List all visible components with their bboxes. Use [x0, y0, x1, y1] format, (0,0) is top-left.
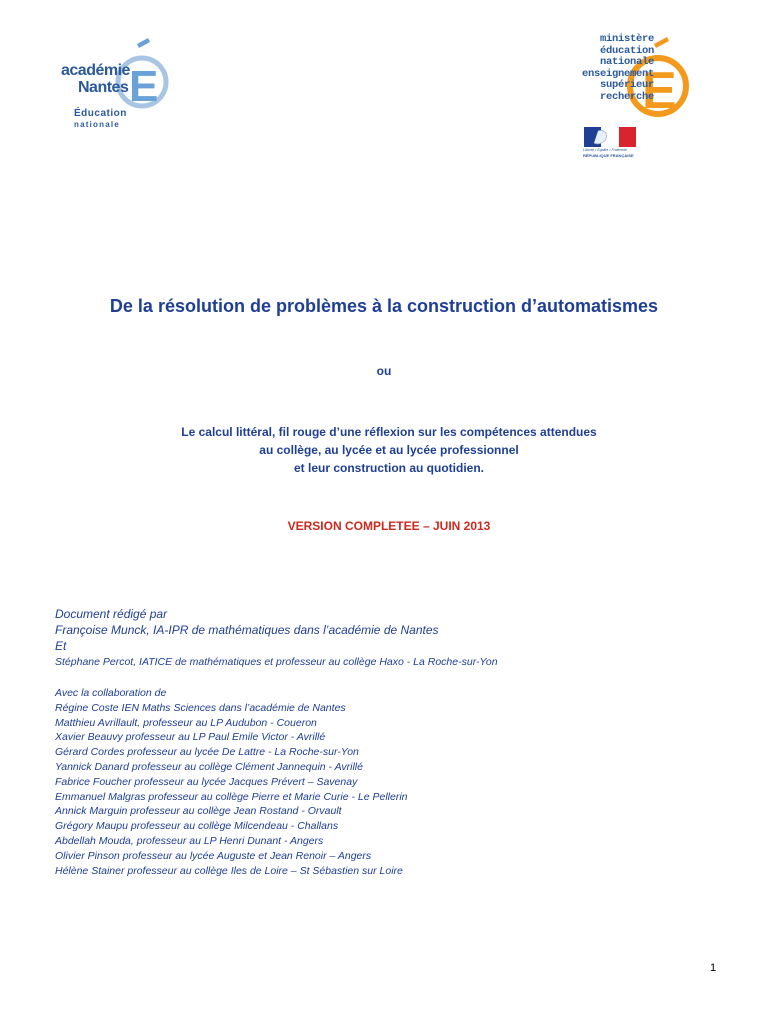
logo-left-line2: Nantes [78, 79, 129, 96]
french-republic-flag-icon [584, 127, 636, 147]
ministry-line-2: éducation [599, 44, 654, 57]
ministry-line-3: nationale [599, 56, 654, 68]
page-number: 1 [710, 962, 717, 974]
collaborator: Olivier Pinson professeur au lycée Auguste et Jean Renoir – Angers [55, 849, 372, 862]
authors-conjunction: Et [55, 639, 67, 653]
republic-motto: Liberté • Égalité • Fraternité [583, 148, 627, 152]
ministry-line-1: ministère [599, 33, 654, 45]
ministry-line-5: supérieur [599, 79, 654, 91]
collaborator: Abdellah Mouda, professeur au LP Henri Dunant - Angers [55, 834, 324, 847]
academie-nantes-logo [58, 38, 170, 130]
collaborator: Gérard Cordes professeur au lycée De Lattre - La Roche-sur-Yon [55, 746, 359, 759]
authors-block [55, 606, 735, 670]
collaboration-block [55, 686, 735, 878]
document-subtitle [0, 423, 768, 477]
version-label: VERSION COMPLETEE – JUIN 2013 [287, 519, 491, 533]
collaboration-intro: Avec la collaboration de [55, 687, 167, 699]
logo-left-line1: académie [61, 62, 130, 79]
collaborator: Régine Coste IEN Maths Sciences dans l’académie de Nantes [55, 701, 346, 714]
ministry-line-6: recherche [599, 90, 654, 103]
collaborator: Grégory Maupu professeur au collège Milcendeau - Challans [55, 820, 339, 833]
ministere-logo [570, 32, 690, 160]
svg-text:E: E [129, 62, 159, 111]
collaborator: Annick Marguin professeur au collège Jean Rostand - Orvault [55, 805, 342, 818]
author-1: Françoise Munck, IA-IPR de mathématiques dans l’académie de Nantes [55, 623, 439, 637]
document-title: De la résolution de problèmes à la construction d’automatismes [109, 296, 659, 316]
collaborator: Matthieu Avrillault, professeur au LP Audubon - Coueron [55, 716, 317, 729]
svg-text:E: E [642, 62, 677, 120]
collaborator: Yannick Danard professeur au collège Clément Jannequin - Avrillé [55, 760, 363, 773]
subtitle-line-2: au collège, au lycée et au lycée professionnel [259, 443, 519, 457]
republic-label: RÉPUBLIQUE FRANÇAISE [583, 153, 634, 158]
author-2: Stéphane Percot, IATICE de mathématiques et professeur au collège Haxo - La Roche-sur-Yon [55, 656, 498, 668]
ministry-line-4: enseignement [581, 67, 654, 80]
collaborator: Emmanuel Malgras professeur au collège Pierre et Marie Curie - Le Pellerin [55, 790, 408, 803]
subtitle-line-1: Le calcul littéral, fil rouge d’une réflexion sur les compétences attendues [181, 425, 597, 439]
collaborator: Hélène Stainer professeur au collège Iles de Loire – St Sébastien sur Loire [55, 864, 403, 877]
authors-intro: Document rédigé par [55, 607, 168, 621]
subtitle-line-3: et leur construction au quotidien. [293, 461, 484, 475]
logo-left-line4: nationale [74, 120, 120, 129]
title-connector: ou [376, 364, 392, 378]
logo-left-line3: Éducation [74, 108, 127, 119]
collaborator: Fabrice Foucher professeur au lycée Jacques Prévert – Savenay [55, 775, 358, 788]
collaborator: Xavier Beauvy professeur au LP Paul Emile Victor - Avrillé [55, 731, 326, 744]
